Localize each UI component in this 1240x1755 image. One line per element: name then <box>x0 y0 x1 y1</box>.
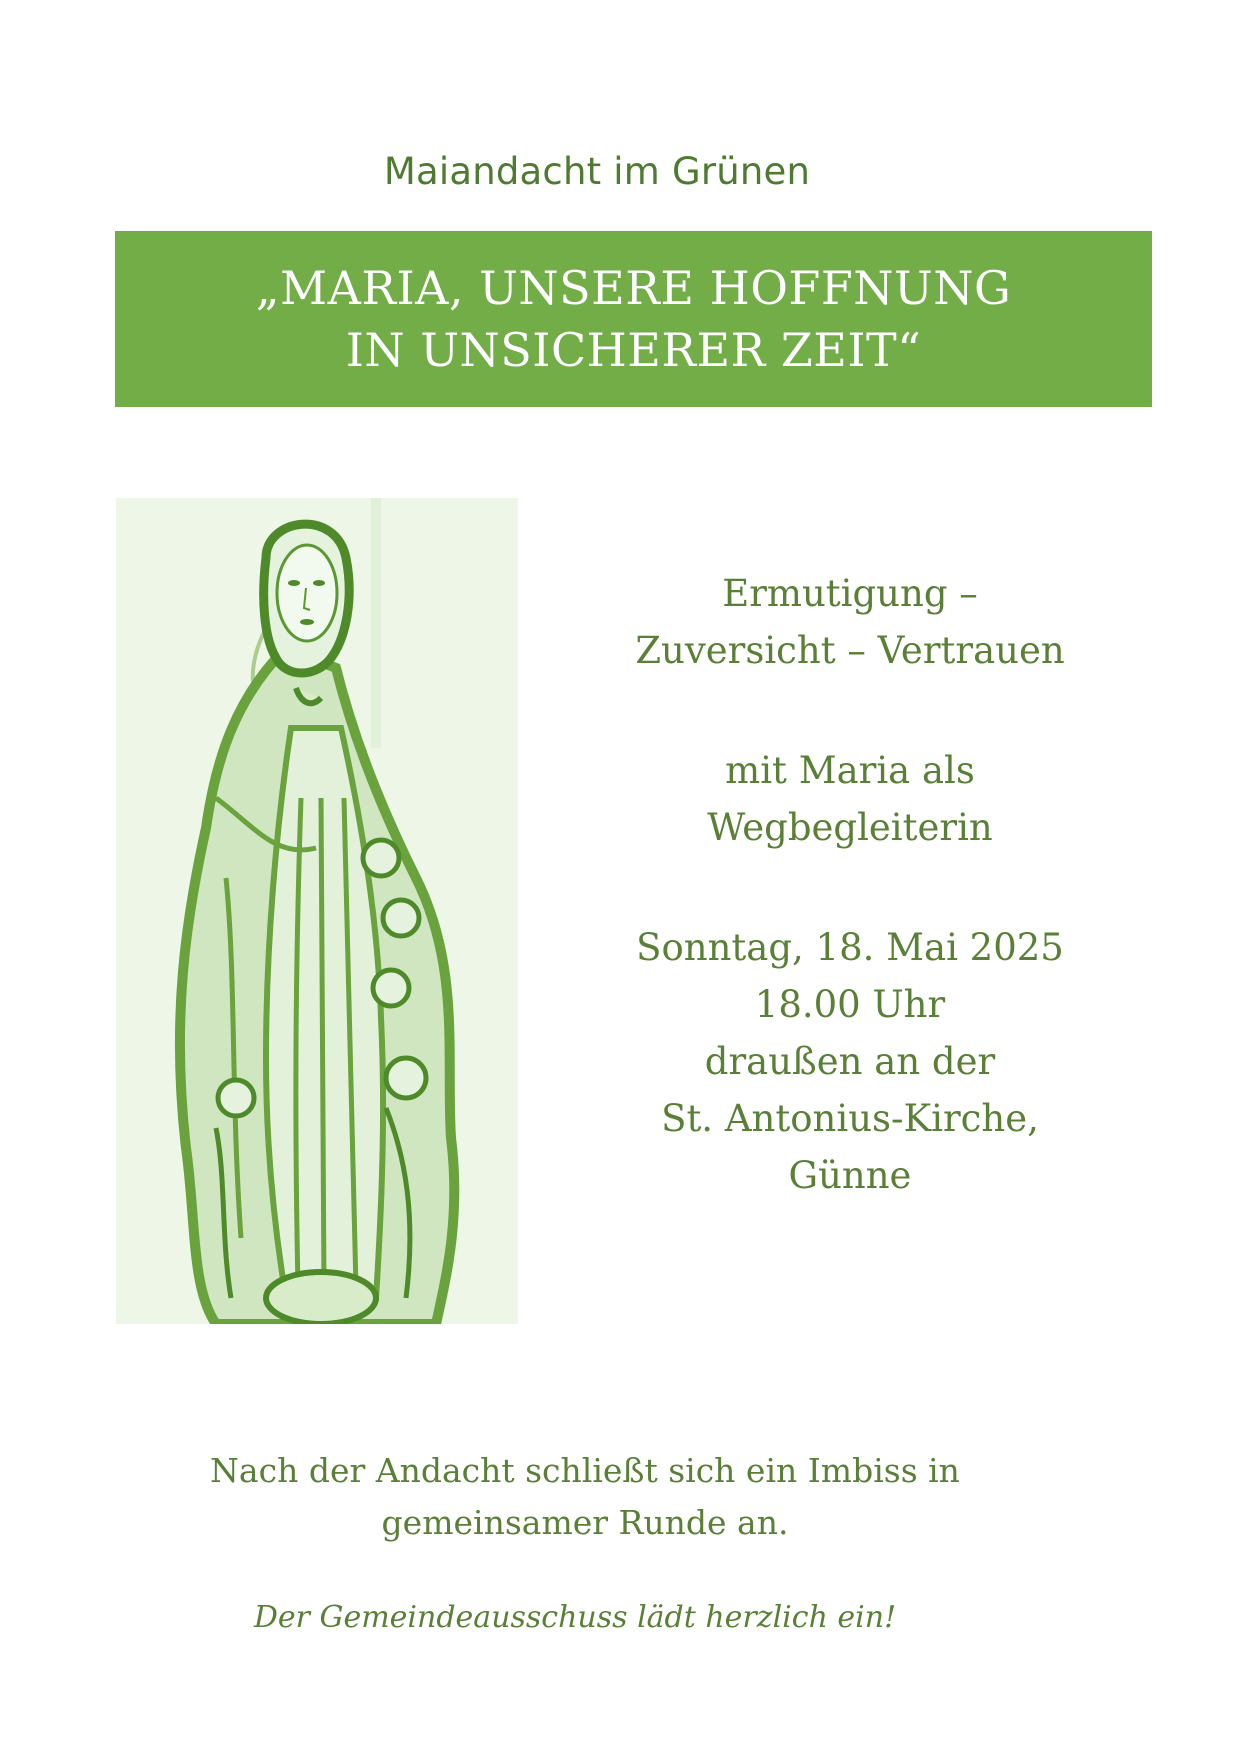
companion-line-2: Wegbegleiterin <box>707 806 993 849</box>
closing-note-line-2: gemeinsamer Runde an. <box>381 1503 789 1542</box>
themes-line-2: Zuversicht – Vertrauen <box>635 629 1065 672</box>
themes-block <box>580 565 1120 679</box>
event-date: Sonntag, 18. Mai 2025 <box>636 926 1064 969</box>
invitation-line: Der Gemeindeausschuss lädt herzlich ein! <box>253 1600 897 1635</box>
event-location-2: St. Antonius-Kirche, <box>661 1097 1039 1140</box>
themes-line-1: Ermutigung – <box>722 572 978 615</box>
event-location-1: draußen an der <box>704 1040 996 1083</box>
event-subtitle: Maiandacht im Grünen <box>383 150 811 193</box>
event-location-3: Günne <box>788 1154 912 1197</box>
companion-line-1: mit Maria als <box>725 749 975 792</box>
title-line-2: IN UNSICHERER ZEIT“ <box>345 323 922 377</box>
title-banner <box>115 231 1152 407</box>
title-line-1: „MARIA, UNSERE HOFFNUNG <box>255 261 1012 315</box>
mary-statue-image <box>116 498 518 1324</box>
event-info-block <box>580 919 1120 1204</box>
closing-note <box>0 1445 1240 1549</box>
event-details <box>580 565 1120 1267</box>
closing-note-line-1: Nach der Andacht schließt sich ein Imbiss in <box>210 1451 960 1490</box>
companion-block <box>580 742 1120 856</box>
event-time: 18.00 Uhr <box>754 983 946 1026</box>
